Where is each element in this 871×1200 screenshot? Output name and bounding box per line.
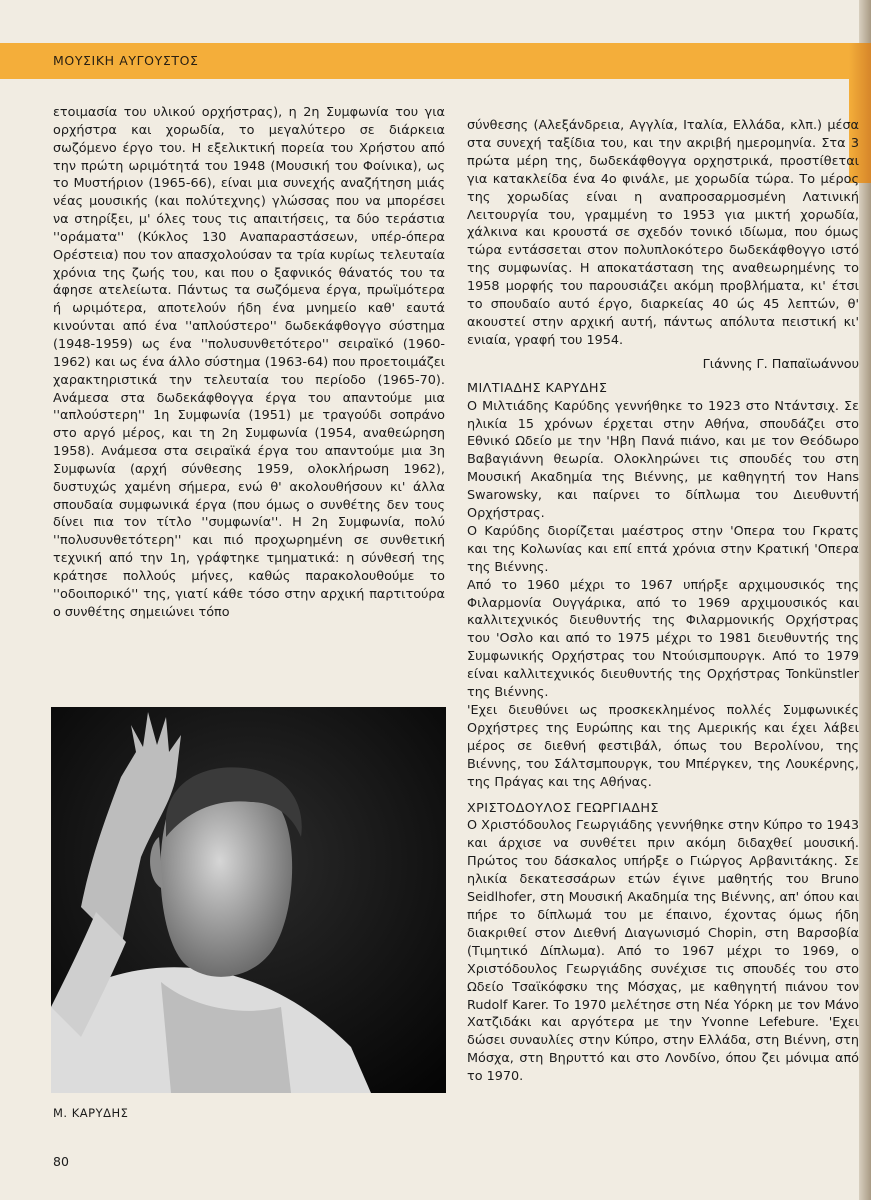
bio-paragraph: Ο Χριστόδουλος Γεωργιάδης γεννήθηκε στην Κύπρο το 1943 και άρχισε να συνθέτει πριν ακόμη διδαχθεί μουσική. Πρώτος του δάσκαλος υπήρξε ο Γιώργος Αρβανιτάκης. Σε ηλικία δεκατεσσάρων ετών έγινε μαθητής του Bruno Seidlhofer, στη Μουσική Ακαδημία της Βιέννης, απ' όπου και πήρε το δίπλωμά του με έπαινο, έχοντας όμως ήδη διακριθεί στον Διεθνή Διαγωνισμό Chopin, στη Βαρσοβία (Τιμητικό Δίπλωμα). Από το 1967 μέχρι το 1969, ο Χριστόδουλος Γεωργιάδης συνέχισε τις σπουδές του στο Ωδείο Τσαϊκόφσκυ της Μόσχας, με καθηγητή πιάνου τον Rudolf Karer. Το 1970 μελέτησε στη Νέα Υόρκη με τον Μάνο Χατζιδάκι και αργότερα με την Yvonne Lefebure. 'Εχει δώσει συναυλίες στην Κύπρο, στην Ελλάδα, στη Βιέννη, στη Μόσχα, στη Βηρυττό και στο Λονδίνο, όπου ζει μόνιμα από το 1970. <box>467 818 859 1085</box>
bio-heading-georgiadis: ΧΡΙΣΤΟΔΟΥΛΟΣ ΓΕΩΡΓΙΑΔΗΣ <box>467 800 659 816</box>
bio-paragraph: Ο Μιλτιάδης Καρύδης γεννήθηκε το 1923 στο Ντάντσιχ. Σε ηλικία 15 χρόνων έρχεται στην Αθήνα, σπουδάζει στο Εθνικό Ωδείο με την 'Ηβη Πανά πιάνο, και με τον Θεόδωρο Βαβαγιάννη θεωρία. Ολοκληρώνει τις σπουδές του στη Μουσική Ακαδημία της Βιέννης, με καθηγητή τον Hans Swarowsky, και παίρνει το δίπλωμα του Διευθυντή Ορχήστρας. <box>467 398 859 522</box>
bio-paragraph: Ο Καρύδης διορίζεται μαέστρος στην 'Οπερα του Γκρατς και της Κολωνίας και επί επτά χρόνια στην Κρατική 'Οπερα της Βιέννης. <box>467 523 859 575</box>
article-text-right: σύνθεσης (Αλεξάνδρεια, Αγγλία, Ιταλία, Ελλάδα, κλπ.) μέσα στα συνεχή ταξίδια του, και την ακριβή ημερομηνία. Στα 3 πρώτα μέρη της, δωδεκάφθογγα ορχηστρικά, προστίθεται για κατακλείδα ένα 4ο φινάλε, με χορωδία τώρα. Το μέρος της χορωδίας είναι η αναπροσαρμοσμένη Λατινική Λειτουργία του, γραμμένη το 1953 για μικτή χορωδία, χάλκινα και κρουστά σε σχεδόν τονικό ιδίωμα, που όμως τώρα εντάσσεται στον πολυπλοκότερο δωδεκάφθογγο ιστό της συμφωνίας. Η αποκατάσταση της αναθεωρημένης το 1958 μορφής του παρουσιάζει ακόμη προβλήματα, κι' έτσι το σπουδαίο αυτό έργο, διαρκείας 40 ώς 45 λεπτών, θ' ακουστεί στην αρχική αυτή, πάντως απόλυτα πειστική κι' ενιαία, γραφή του 1954. <box>467 118 859 348</box>
article-right-column <box>467 117 859 1086</box>
section-label: ΜΟΥΣΙΚΗ ΑΥΓΟΥΣΤΟΣ <box>53 53 199 68</box>
article-left-column <box>53 104 445 621</box>
bio-heading-karydis: ΜΙΛΤΙΑΔΗΣ ΚΑΡΥΔΗΣ <box>467 380 608 396</box>
bio-paragraph: 'Εχει διευθύνει ως προσκεκλημένος πολλές Συμφωνικές Ορχήστρες της Ευρώπης και της Αμερικής και έχει λάβει μέρος σε διεθνή φεστιβάλ, όπως του Βερολίνου, της Βιέννης, του Σάλτσμπουργκ, του Μπέργκεν, της Λουκέρνης, της Πράγας και της Αθήνας. <box>467 703 859 790</box>
conductor-photo <box>51 707 446 1093</box>
photo-caption: Μ. ΚΑΡΥΔΗΣ <box>53 1106 129 1120</box>
author-signature: Γιάννης Γ. Παπαϊωάννου <box>702 356 859 372</box>
page-number: 80 <box>53 1154 69 1169</box>
article-text-left: ετοιμασία του υλικού ορχήστρας), η 2η Συμφωνία του για ορχήστρα και χορωδία, το μεγαλύτερο σε διάρκεια σωζόμενο έργο του. Η εξελικτική πορεία του Χρήστου από την πρώτη ωριμότητά του 1948 (Μουσική του Φοίνικα), ως το Μυστήριον (1965-66), είναι μια συνεχής αναζήτηση μιάς νέας μουσικής (και πολύτεχνης) γλώσσας που να μπορέσει να στηρίξει, μ' όλες τους τις απαιτήσεις, τα δύο τεράστια ''οράματα'' (Κύκλος 130 Αναπαραστάσεων, υπέρ-όπερα Ορέστεια) που τον απασχολούσαν τα τρία κυρίως τελευταία χρόνια της ζωής του, και που ο ξαφνικός θάνατός του τα άφησε ατελείωτα. Πάντως τα σωζόμενα έργα, πρωϊμότερα ή ωριμότερα, αποτελούν ήδη ένα μνημείο καθ' εαυτά κινούνται από ένα ''απλούστερο'' δωδεκάφθογγο σύστημα (1948-1959) ως ένα ''πολυσυνθετότερο'' σειραϊκό (1960-1962) και ως ένα άλλο σύστημα (1963-64) που προετοιμάζει χαρακτηριστικά την τελευταία του περίοδο (1965-70). Ανάμεσα στα δωδεκάφθογγα έργα του απαντούμε μια ''απλούστερη'' 1η Συμφωνία (1951) με τραγούδι σοπράνο στο αργό μέρος, και τη 2η Συμφωνία (1954, αναθεώρηση 1958). Ανάμεσα στα σειραϊκά έργα του απαντούμε μια 3η Συμφωνία (αρχή σύνθεσης 1959, ολοκλήρωση 1962), δυστυχώς χαμένη σήμερα, ενώ θ' ακολουθήσουν κι' άλλα σπουδαία συμφωνικά έργα (που όμως ο συνθέτης δεν τους δίνει πια τον τίτλο ''συμφωνία''. Η 2η Συμφωνία, πολύ ''πολυσυνθετότερη'' και πιό προχωρημένη σε συνθετική τεχνική από την 1η, γράφτηκε τμηματικά: η σύνθεσή της κράτησε πολλούς μήνες, καθώς παρακολουθούμε το ''οδοιπορικό'' της, γιατί κάθε τόσο στην αρχική παρτιτούρα ο συνθέτης σημειώνει τόπο <box>53 105 445 620</box>
bio-paragraph: Από το 1960 μέχρι το 1967 υπήρξε αρχιμουσικός της Φιλαρμονία Ουγγάρικα, από το 1969 αρχιμουσικός και καλλιτεχνικός διευθυντής της Φιλαρμονικής Ορχήστρας του 'Οσλο και από το 1975 μέχρι το 1981 διευθυντής της Συμφωνικής Ορχήστρας του Ντούισμπουργκ. Από το 1979 είναι καλλιτεχνικός διευθυντής της Ορχήστρας Tonkünstler της Βιέννης. <box>467 577 859 701</box>
